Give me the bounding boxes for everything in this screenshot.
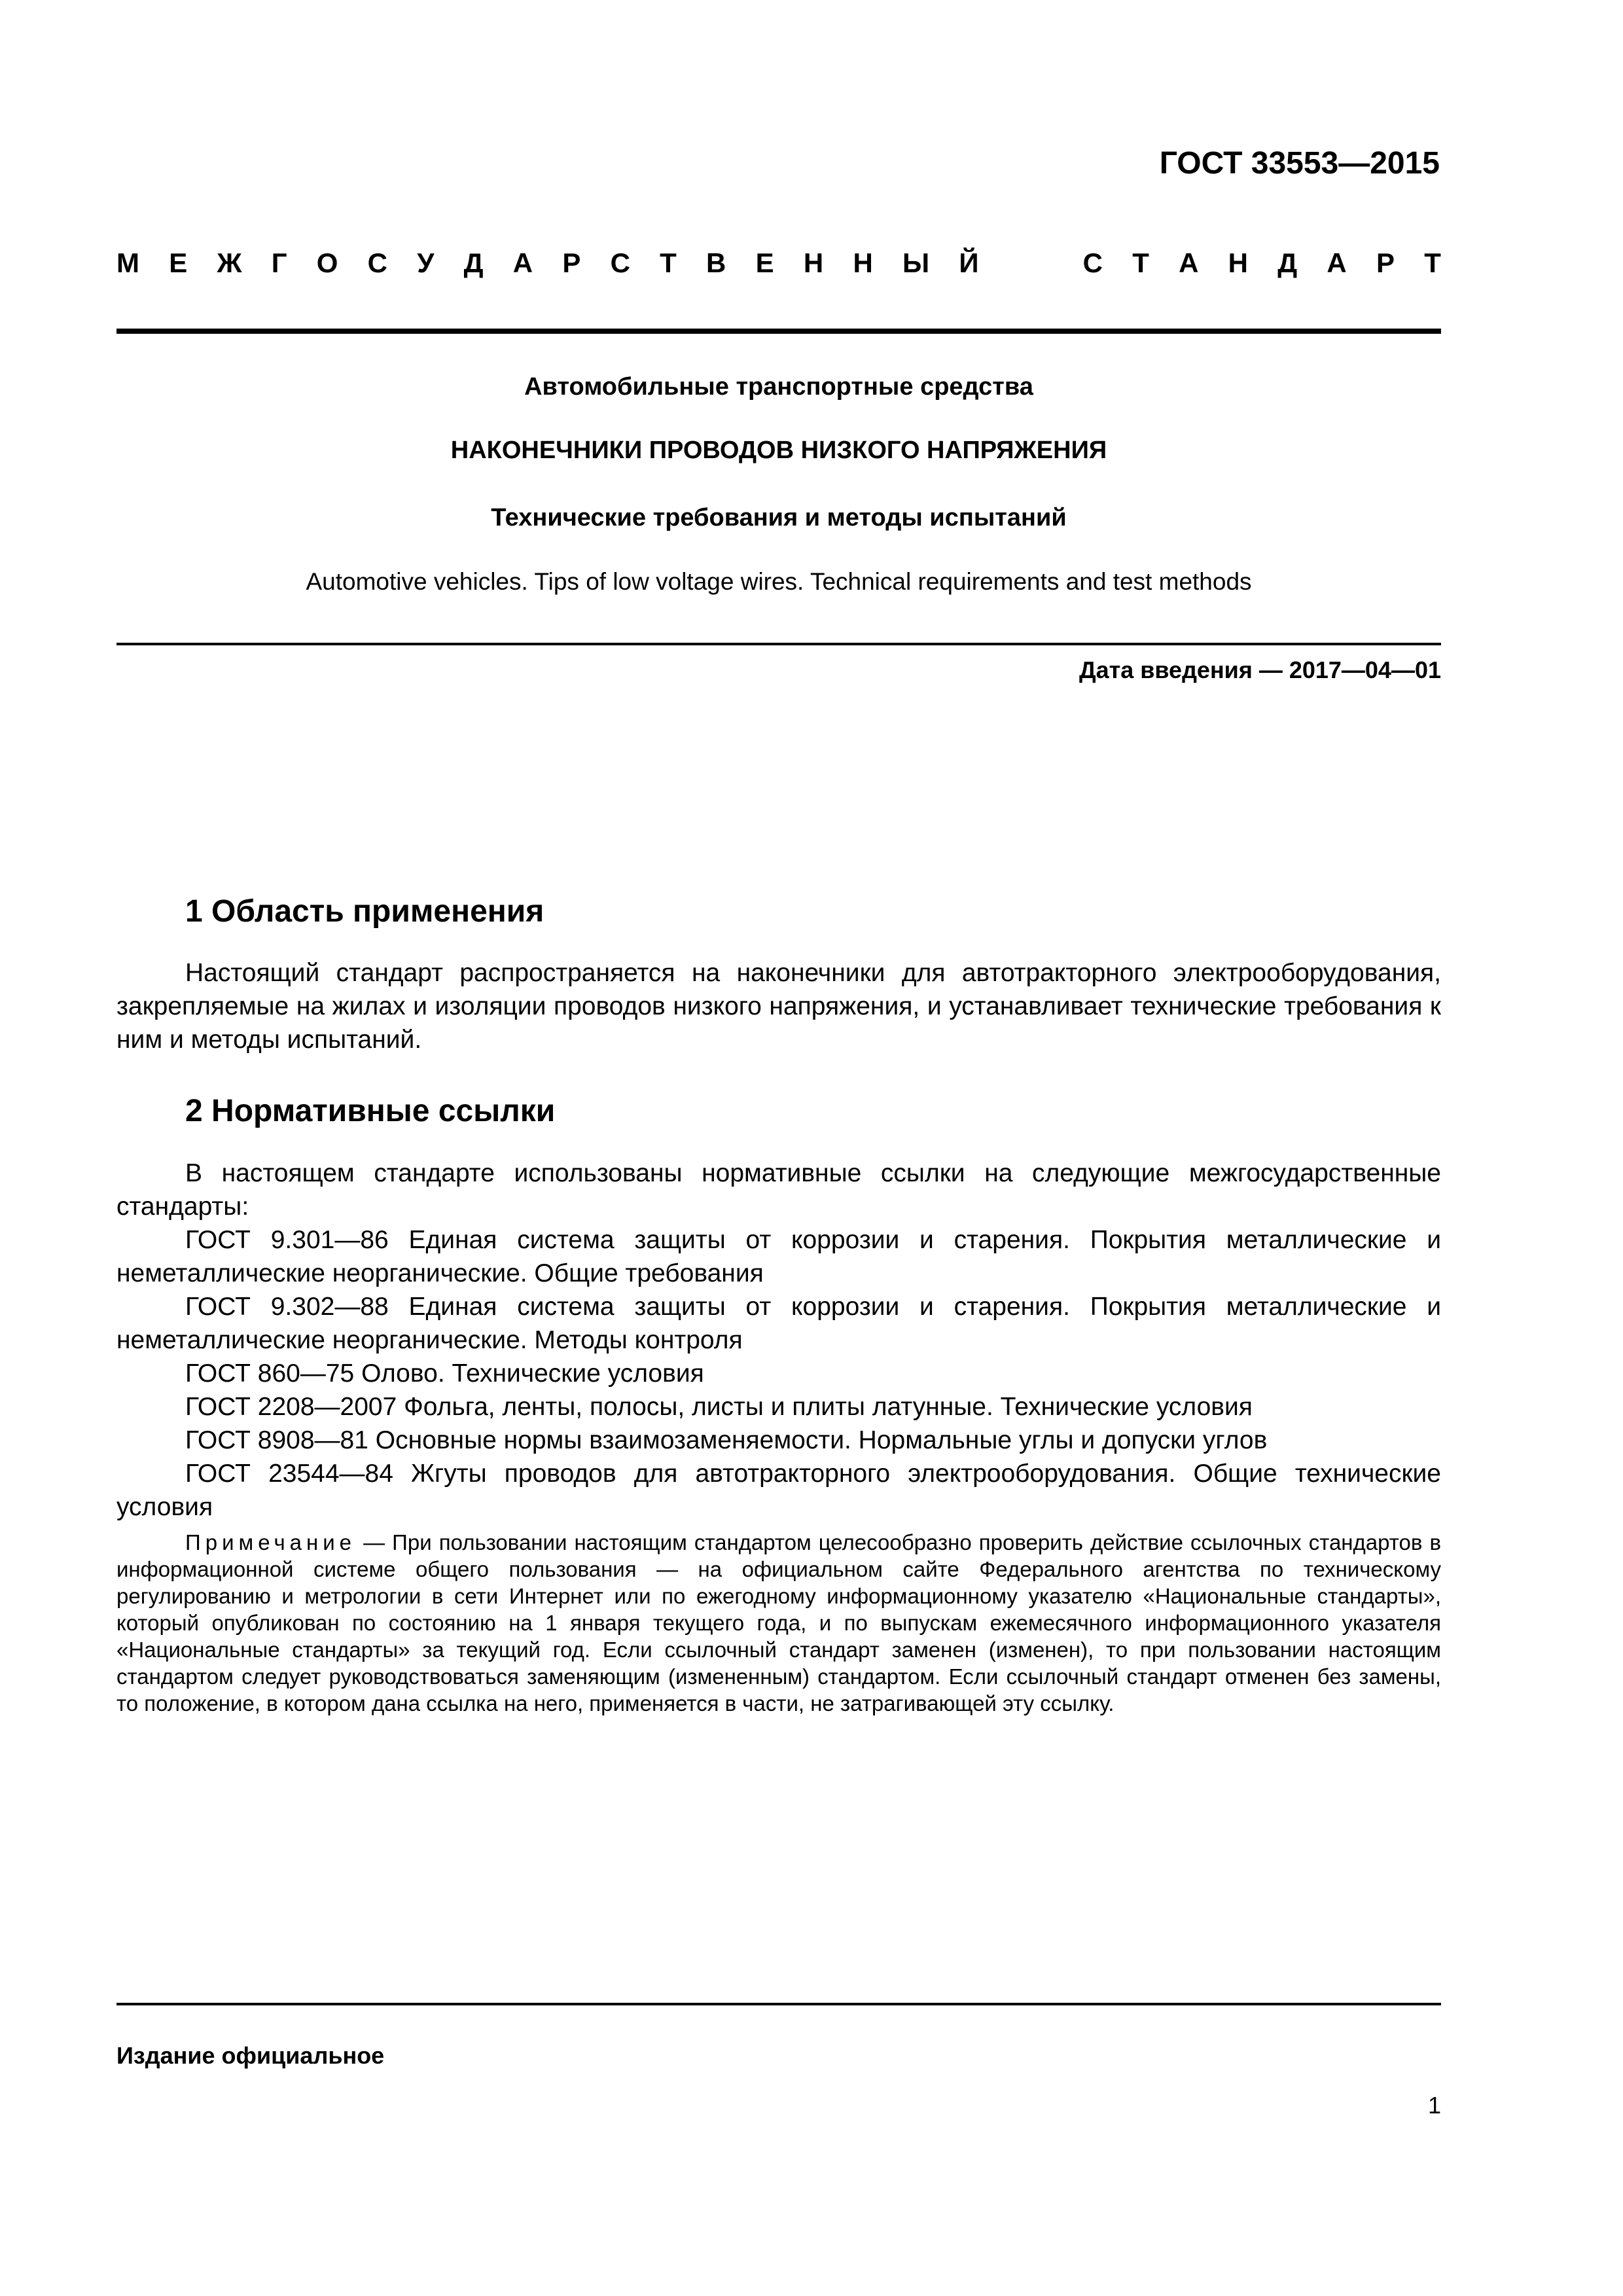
banner-letter: Е (169, 247, 188, 278)
introduction-date: Дата введения — 2017—04—01 (1079, 656, 1441, 683)
banner-letter: С (1082, 247, 1103, 278)
banner-letter: Д (463, 247, 484, 278)
section-1-heading: 1 Область применения (185, 894, 544, 929)
edition-label: Издание официальное (116, 2042, 385, 2069)
title-sub: Технические требования и методы испытаний (491, 504, 1067, 531)
banner-letter: Г (271, 247, 287, 278)
banner-letter: Н (1228, 247, 1249, 278)
title-main: НАКОНЕЧНИКИ ПРОВОДОВ НИЗКОГО НАПРЯЖЕНИЯ (450, 437, 1107, 464)
banner-letter: У (417, 247, 435, 278)
note-block (116, 1529, 1441, 1717)
note-label: Примечание (185, 1530, 357, 1554)
title-rule (116, 643, 1441, 645)
banner-letter: С (610, 247, 630, 278)
footer-rule (116, 2003, 1441, 2005)
banner-letter: Р (562, 247, 581, 278)
reference-item: ГОСТ 2208—2007 Фольга, ленты, полосы, листы и плиты латунные. Технические условия (185, 1393, 1253, 1421)
banner-letter: Н (853, 247, 873, 278)
title-english: Automotive vehicles. Tips of low voltage wires. Technical requirements and test methods (306, 568, 1252, 595)
section-2-heading: 2 Нормативные ссылки (185, 1094, 556, 1128)
section-1-body (116, 956, 1441, 1056)
banner-gap (1046, 247, 1054, 279)
header-rule (116, 329, 1441, 334)
page-number: 1 (1427, 2092, 1441, 2119)
banner-letter: Ы (902, 247, 930, 278)
banner-letter: Т (660, 247, 677, 278)
banner-gap (1008, 247, 1016, 279)
banner-letter: Е (755, 247, 774, 278)
reference-item: ГОСТ 860—75 Олово. Технические условия (185, 1359, 704, 1388)
banner-letter: О (316, 247, 338, 278)
section-2-intro: В настоящем стандарте использованы нормативные ссылки на следующие межгосударственные стандарты: (116, 1159, 1441, 1221)
banner-letter: Р (1376, 247, 1395, 278)
section-1-paragraph: Настоящий стандарт распространяется на наконечники для автотракторного электрооборудования, закрепляемые на жилах и изоляции проводов низкого напряжения, и устанавливает технические требования к ним и методы испытаний. (116, 959, 1441, 1054)
section-2-body (116, 1157, 1441, 1524)
note-paragraph (116, 1529, 1441, 1717)
banner-letter: А (512, 247, 533, 278)
note-text: — При пользовании настоящим стандартом целесообразно проверить действие ссылочных стандартов в информационной системе общего пользования — на официальном сайте Федерального агентства по техническому регулированию и метрологии в сети Интернет или по ежегодному информационному указателю «Национальные стандарты», который опубликован по состоянию на 1 января текущего года, и по выпускам ежемесячного информационного указателя «Национальные стандарты» за текущий год. Если ссылочный стандарт заменен (изменен), то при пользовании настоящим стандартом следует руководствоваться заменяющим (измененным) стандартом. Если ссылочный стандарт отменен без замены, то положение, в котором дана ссылка на него, применяется в части, не затрагивающей эту ссылку. (116, 1530, 1441, 1715)
banner-letter: Н (803, 247, 824, 278)
banner-letter: А (1179, 247, 1199, 278)
banner-letter: Т (1132, 247, 1149, 278)
banner-letter: Д (1277, 247, 1298, 278)
banner-letter: Ж (217, 247, 242, 278)
banner-letter: А (1327, 247, 1347, 278)
banner-letter: Т (1424, 247, 1441, 278)
banner-letter: В (706, 247, 726, 278)
reference-item: ГОСТ 8908—81 Основные нормы взаимозаменяемости. Нормальные углы и допуски углов (185, 1426, 1268, 1454)
banner-letter: М (116, 247, 139, 278)
reference-item: ГОСТ 9.301—86 Единая система защиты от коррозии и старения. Покрытия металлические и неметаллические неорганические. Общие требования (116, 1226, 1441, 1287)
standard-type-banner (116, 247, 1441, 279)
reference-item: ГОСТ 9.302—88 Единая система защиты от коррозии и старения. Покрытия металлические и неметаллические неорганические. Методы контроля (116, 1293, 1441, 1354)
reference-item: ГОСТ 23544—84 Жгуты проводов для автотракторного электрооборудования. Общие технические условия (116, 1460, 1441, 1521)
title-category: Автомобильные транспортные средства (524, 373, 1033, 401)
banner-letter: С (367, 247, 387, 278)
banner-letter: Й (959, 247, 979, 278)
document-number: ГОСТ 33553—2015 (1159, 146, 1440, 181)
